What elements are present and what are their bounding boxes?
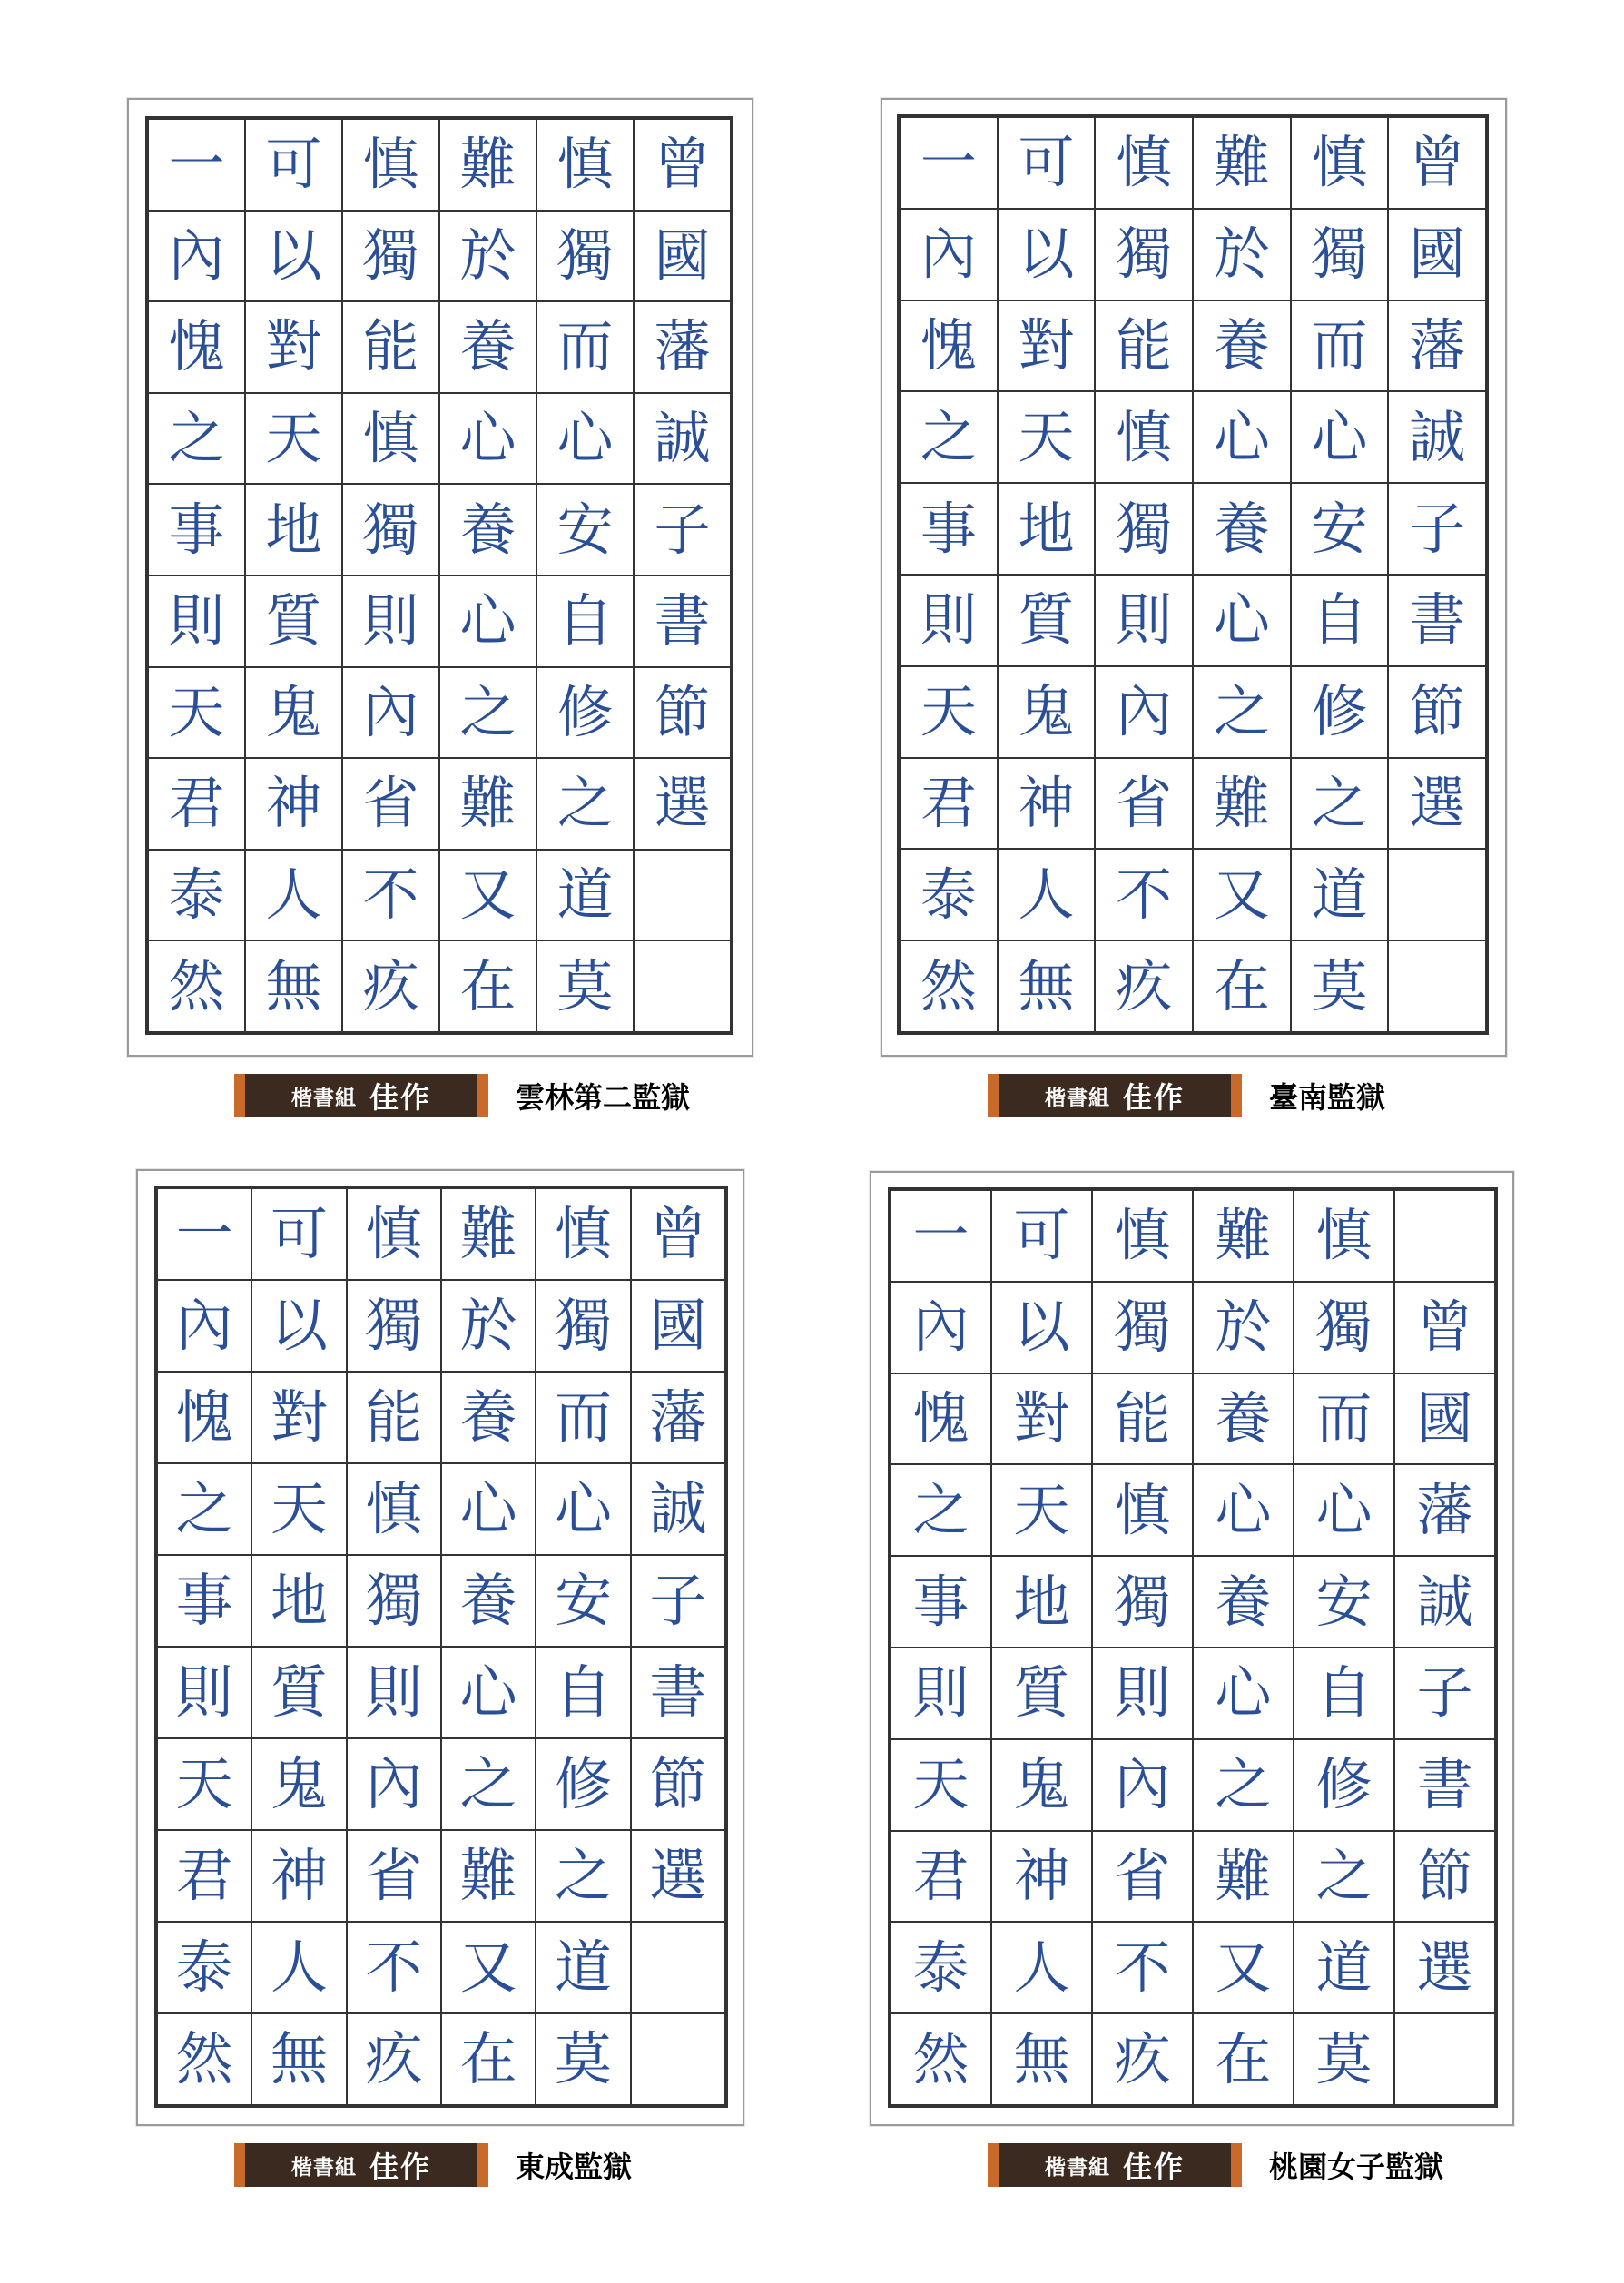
- grid-cell: 能: [1095, 300, 1193, 392]
- grid-cell: 而: [536, 301, 634, 393]
- grid-cell: 修: [536, 667, 634, 759]
- grid-cell: 人: [998, 849, 1096, 940]
- grid-cell: 之: [148, 393, 245, 485]
- grid-cell: 愧: [900, 300, 998, 392]
- grid-cell: 無: [991, 2013, 1092, 2105]
- award-label: 佳作: [369, 1080, 431, 1115]
- grid-cell: 內: [1095, 666, 1193, 758]
- grid-cell: 質: [245, 576, 342, 667]
- grid-cell: 然: [900, 940, 998, 1032]
- grid-cell: 難: [441, 1830, 536, 1922]
- grid-cell: 可: [991, 1190, 1092, 1282]
- grid-cell: 慎: [536, 119, 634, 211]
- grid-cell: 地: [998, 483, 1096, 575]
- grid-cell: 慎: [1294, 1190, 1394, 1282]
- grid-cell: 天: [245, 393, 342, 485]
- award-label: 佳作: [1122, 1080, 1185, 1115]
- grid-cell: 心: [1193, 575, 1291, 666]
- grid-cell: 則: [891, 1648, 991, 1739]
- grid-cell: 之: [1193, 1739, 1294, 1831]
- grid-cell: 又: [439, 850, 536, 941]
- institution-name: 雲林第二監獄: [516, 1080, 691, 1115]
- grid-cell: 人: [251, 1922, 346, 2013]
- grid-cell: 難: [1193, 1831, 1294, 1923]
- grid-cell: 莫: [536, 2013, 630, 2105]
- grid-cell: 然: [148, 940, 245, 1032]
- grid-cell: 慎: [1291, 117, 1389, 209]
- grid-cell: [1388, 849, 1486, 940]
- grid-cell: 誠: [1394, 1556, 1495, 1648]
- grid-cell: 省: [342, 758, 439, 850]
- grid-cell: 心: [536, 393, 634, 485]
- grid-cell: 國: [631, 1280, 725, 1372]
- grid-cell: 安: [1291, 483, 1389, 575]
- grid-cell: 養: [441, 1555, 536, 1647]
- grid-cell: 獨: [536, 211, 634, 302]
- grid-cell: 質: [251, 1647, 346, 1738]
- grid-cell: 於: [1193, 209, 1291, 300]
- grid-cell: 之: [439, 667, 536, 759]
- grid-cell: 子: [634, 484, 731, 576]
- grid-cell: 難: [441, 1188, 536, 1280]
- category-label: 楷書組: [1044, 1086, 1110, 1110]
- grid-cell: 獨: [347, 1555, 441, 1647]
- grid-cell: 書: [1394, 1739, 1495, 1831]
- character-grid-3: [154, 1186, 728, 2108]
- grid-cell: 之: [1291, 758, 1389, 850]
- grid-cell: 則: [900, 575, 998, 666]
- grid-cell: 可: [245, 119, 342, 211]
- institution-name: 東成監獄: [516, 2150, 633, 2184]
- grid-cell: 心: [1294, 1464, 1394, 1556]
- grid-cell: 養: [1193, 1373, 1294, 1465]
- grid-cell: 不: [342, 850, 439, 941]
- grid-cell: 省: [1092, 1831, 1193, 1923]
- grid-cell: 則: [157, 1647, 251, 1738]
- grid-cell: 則: [148, 576, 245, 667]
- grid-cell: 難: [439, 119, 536, 211]
- grid-cell: 對: [245, 301, 342, 393]
- grid-cell: 獨: [1294, 1282, 1394, 1373]
- grid-cell: 對: [998, 300, 1096, 392]
- grid-cell: 選: [1388, 758, 1486, 850]
- grid-cell: 慎: [347, 1463, 441, 1555]
- grid-cell: 慎: [536, 1188, 630, 1280]
- grid-cell: 養: [1193, 1556, 1294, 1648]
- grid-cell: 泰: [148, 850, 245, 941]
- grid-cell: 養: [441, 1372, 536, 1463]
- grid-cell: 又: [1193, 1922, 1294, 2013]
- grid-cell: 對: [991, 1373, 1092, 1465]
- grid-cell: 曾: [1388, 117, 1486, 209]
- grid-cell: [1394, 1190, 1495, 1282]
- grid-cell: 養: [1193, 300, 1291, 392]
- grid-cell: 君: [157, 1830, 251, 1922]
- grid-cell: 泰: [157, 1922, 251, 2013]
- grid-cell: 獨: [347, 1280, 441, 1372]
- grid-cell: 天: [148, 667, 245, 759]
- grid-cell: 地: [245, 484, 342, 576]
- grid-cell: 以: [245, 211, 342, 302]
- grid-cell: 又: [1193, 849, 1291, 940]
- grid-cell: 選: [631, 1830, 725, 1922]
- grid-cell: 藩: [1394, 1464, 1495, 1556]
- grid-cell: 人: [245, 850, 342, 941]
- grid-cell: 疚: [347, 2013, 441, 2105]
- grid-cell: 曾: [1394, 1282, 1495, 1373]
- grid-cell: 泰: [891, 1922, 991, 2013]
- character-grid-1: [145, 116, 733, 1035]
- grid-cell: 一: [148, 119, 245, 211]
- grid-cell: 誠: [1388, 391, 1486, 483]
- grid-cell: 心: [536, 1463, 630, 1555]
- grid-cell: 能: [342, 301, 439, 393]
- grid-cell: 之: [1193, 666, 1291, 758]
- grid-cell: 莫: [536, 940, 634, 1032]
- grid-cell: 天: [157, 1738, 251, 1830]
- grid-cell: 難: [439, 758, 536, 850]
- grid-cell: 在: [441, 2013, 536, 2105]
- grid-cell: 莫: [1291, 940, 1389, 1032]
- grid-cell: 心: [1291, 391, 1389, 483]
- category-label: 楷書組: [290, 2155, 357, 2180]
- institution-name: 桃園女子監獄: [1269, 2150, 1444, 2184]
- award-badge: [234, 1074, 488, 1117]
- grid-cell: 慎: [1092, 1464, 1193, 1556]
- grid-cell: 內: [891, 1282, 991, 1373]
- grid-cell: 之: [441, 1738, 536, 1830]
- grid-cell: 以: [991, 1282, 1092, 1373]
- grid-cell: 子: [1394, 1648, 1495, 1739]
- grid-cell: 藩: [631, 1372, 725, 1463]
- grid-cell: 曾: [631, 1188, 725, 1280]
- grid-cell: 慎: [342, 119, 439, 211]
- category-label: 楷書組: [290, 1086, 357, 1110]
- award-badge: [988, 1074, 1242, 1117]
- grid-cell: 難: [1193, 1190, 1294, 1282]
- grid-cell: 修: [1294, 1739, 1394, 1831]
- grid-cell: 安: [1294, 1556, 1394, 1648]
- grid-cell: 之: [891, 1464, 991, 1556]
- grid-cell: 心: [441, 1647, 536, 1738]
- grid-cell: 事: [900, 483, 998, 575]
- grid-cell: 能: [1092, 1373, 1193, 1465]
- grid-cell: 自: [1291, 575, 1389, 666]
- grid-cell: 節: [631, 1738, 725, 1830]
- grid-cell: 獨: [342, 211, 439, 302]
- grid-cell: [634, 850, 731, 941]
- grid-cell: 天: [900, 666, 998, 758]
- grid-cell: 而: [1291, 300, 1389, 392]
- grid-cell: 則: [1092, 1648, 1193, 1739]
- grid-cell: 一: [900, 117, 998, 209]
- grid-cell: 難: [1193, 117, 1291, 209]
- grid-cell: 於: [439, 211, 536, 302]
- grid-cell: 一: [891, 1190, 991, 1282]
- grid-cell: 慎: [1092, 1190, 1193, 1282]
- grid-cell: 以: [998, 209, 1096, 300]
- grid-cell: 神: [998, 758, 1096, 850]
- grid-cell: 而: [1294, 1373, 1394, 1465]
- grid-cell: 藩: [1388, 300, 1486, 392]
- grid-cell: 疚: [1092, 2013, 1193, 2105]
- grid-cell: 可: [998, 117, 1096, 209]
- grid-cell: 愧: [148, 301, 245, 393]
- grid-cell: 疚: [342, 940, 439, 1032]
- grid-cell: 省: [347, 1830, 441, 1922]
- grid-cell: 內: [157, 1280, 251, 1372]
- grid-cell: 神: [991, 1831, 1092, 1923]
- grid-cell: 內: [347, 1738, 441, 1830]
- grid-cell: 君: [891, 1831, 991, 1923]
- grid-cell: 國: [634, 211, 731, 302]
- grid-cell: 可: [251, 1188, 346, 1280]
- grid-cell: 道: [1291, 849, 1389, 940]
- grid-cell: 自: [536, 1647, 630, 1738]
- grid-cell: 子: [631, 1555, 725, 1647]
- grid-cell: 誠: [634, 393, 731, 485]
- grid-cell: 一: [157, 1188, 251, 1280]
- grid-cell: 修: [536, 1738, 630, 1830]
- grid-cell: 鬼: [998, 666, 1096, 758]
- grid-cell: 道: [536, 1922, 630, 2013]
- grid-cell: 鬼: [245, 667, 342, 759]
- grid-cell: 慎: [342, 393, 439, 485]
- grid-cell: 難: [1193, 758, 1291, 850]
- grid-cell: 心: [439, 576, 536, 667]
- caption-2: [988, 1071, 1385, 1120]
- award-label: 佳作: [369, 2150, 431, 2184]
- grid-cell: 天: [251, 1463, 346, 1555]
- grid-cell: 國: [1394, 1373, 1495, 1465]
- grid-cell: 則: [347, 1647, 441, 1738]
- grid-cell: 於: [441, 1280, 536, 1372]
- category-label: 楷書組: [1044, 2155, 1110, 2180]
- grid-cell: 無: [245, 940, 342, 1032]
- grid-cell: 誠: [631, 1463, 725, 1555]
- grid-cell: 藩: [634, 301, 731, 393]
- grid-cell: 以: [251, 1280, 346, 1372]
- grid-cell: 則: [342, 576, 439, 667]
- grid-cell: 書: [634, 576, 731, 667]
- grid-cell: 然: [891, 2013, 991, 2105]
- grid-cell: 省: [1095, 758, 1193, 850]
- grid-cell: 對: [251, 1372, 346, 1463]
- character-grid-2: [897, 114, 1489, 1035]
- grid-cell: 不: [1092, 1922, 1193, 2013]
- grid-cell: 自: [536, 576, 634, 667]
- grid-cell: 慎: [1095, 391, 1193, 483]
- grid-cell: 地: [991, 1556, 1092, 1648]
- grid-cell: 心: [1193, 1648, 1294, 1739]
- grid-cell: 天: [998, 391, 1096, 483]
- grid-cell: 能: [347, 1372, 441, 1463]
- grid-cell: 君: [148, 758, 245, 850]
- grid-cell: 養: [439, 484, 536, 576]
- grid-cell: 獨: [1095, 483, 1193, 575]
- grid-cell: 不: [347, 1922, 441, 2013]
- grid-cell: 疚: [1095, 940, 1193, 1032]
- grid-cell: 獨: [1092, 1556, 1193, 1648]
- grid-cell: 無: [998, 940, 1096, 1032]
- grid-cell: 選: [634, 758, 731, 850]
- grid-cell: 內: [342, 667, 439, 759]
- grid-cell: 鬼: [251, 1738, 346, 1830]
- grid-cell: 無: [251, 2013, 346, 2105]
- award-badge: [234, 2143, 488, 2187]
- grid-cell: 心: [439, 393, 536, 485]
- grid-cell: 又: [441, 1922, 536, 2013]
- grid-cell: 獨: [1092, 1282, 1193, 1373]
- grid-cell: 神: [251, 1830, 346, 1922]
- grid-cell: 而: [536, 1372, 630, 1463]
- grid-cell: 選: [1394, 1922, 1495, 2013]
- grid-cell: 愧: [157, 1372, 251, 1463]
- character-grid-4: [888, 1187, 1498, 2108]
- grid-cell: [1394, 2013, 1495, 2105]
- grid-cell: 內: [900, 209, 998, 300]
- grid-cell: 莫: [1294, 2013, 1394, 2105]
- grid-cell: 獨: [1291, 209, 1389, 300]
- grid-cell: 質: [998, 575, 1096, 666]
- grid-cell: 曾: [634, 119, 731, 211]
- grid-cell: 內: [1092, 1739, 1193, 1831]
- grid-cell: 獨: [1095, 209, 1193, 300]
- grid-cell: 君: [900, 758, 998, 850]
- grid-cell: 慎: [1095, 117, 1193, 209]
- grid-cell: 心: [1193, 391, 1291, 483]
- grid-cell: 之: [900, 391, 998, 483]
- grid-cell: 自: [1294, 1648, 1394, 1739]
- grid-cell: 心: [441, 1463, 536, 1555]
- grid-cell: 養: [1193, 483, 1291, 575]
- grid-cell: 之: [536, 758, 634, 850]
- grid-cell: [1388, 940, 1486, 1032]
- grid-cell: 獨: [342, 484, 439, 576]
- grid-cell: 書: [1388, 575, 1486, 666]
- grid-cell: 節: [634, 667, 731, 759]
- grid-cell: 安: [536, 1555, 630, 1647]
- grid-cell: 國: [1388, 209, 1486, 300]
- grid-cell: 天: [891, 1739, 991, 1831]
- grid-cell: 則: [1095, 575, 1193, 666]
- grid-cell: 心: [1193, 1464, 1294, 1556]
- grid-cell: 內: [148, 211, 245, 302]
- grid-cell: 地: [251, 1555, 346, 1647]
- grid-cell: 人: [991, 1922, 1092, 2013]
- caption-1: [234, 1071, 690, 1120]
- grid-cell: 道: [1294, 1922, 1394, 2013]
- grid-cell: 不: [1095, 849, 1193, 940]
- grid-cell: 事: [157, 1555, 251, 1647]
- grid-cell: [631, 1922, 725, 2013]
- grid-cell: 事: [148, 484, 245, 576]
- grid-cell: 節: [1388, 666, 1486, 758]
- grid-cell: 子: [1388, 483, 1486, 575]
- grid-cell: 質: [991, 1648, 1092, 1739]
- caption-4: [988, 2140, 1443, 2190]
- award-badge: [988, 2143, 1242, 2187]
- grid-cell: 然: [157, 2013, 251, 2105]
- grid-cell: 獨: [536, 1280, 630, 1372]
- grid-cell: [631, 2013, 725, 2105]
- institution-name: 臺南監獄: [1269, 1080, 1386, 1115]
- grid-cell: 道: [536, 850, 634, 941]
- grid-cell: 神: [245, 758, 342, 850]
- grid-cell: 養: [439, 301, 536, 393]
- grid-cell: 安: [536, 484, 634, 576]
- grid-cell: 在: [439, 940, 536, 1032]
- grid-cell: 在: [1193, 940, 1291, 1032]
- grid-cell: 愧: [891, 1373, 991, 1465]
- grid-cell: 事: [891, 1556, 991, 1648]
- grid-cell: 於: [1193, 1282, 1294, 1373]
- grid-cell: [634, 940, 731, 1032]
- grid-cell: 之: [1294, 1831, 1394, 1923]
- grid-cell: 泰: [900, 849, 998, 940]
- grid-cell: 修: [1291, 666, 1389, 758]
- award-label: 佳作: [1122, 2150, 1185, 2184]
- caption-3: [234, 2140, 632, 2190]
- grid-cell: 書: [631, 1647, 725, 1738]
- grid-cell: 之: [536, 1830, 630, 1922]
- grid-cell: 天: [991, 1464, 1092, 1556]
- grid-cell: 鬼: [991, 1739, 1092, 1831]
- grid-cell: 慎: [347, 1188, 441, 1280]
- grid-cell: 節: [1394, 1831, 1495, 1923]
- grid-cell: 之: [157, 1463, 251, 1555]
- grid-cell: 在: [1193, 2013, 1294, 2105]
